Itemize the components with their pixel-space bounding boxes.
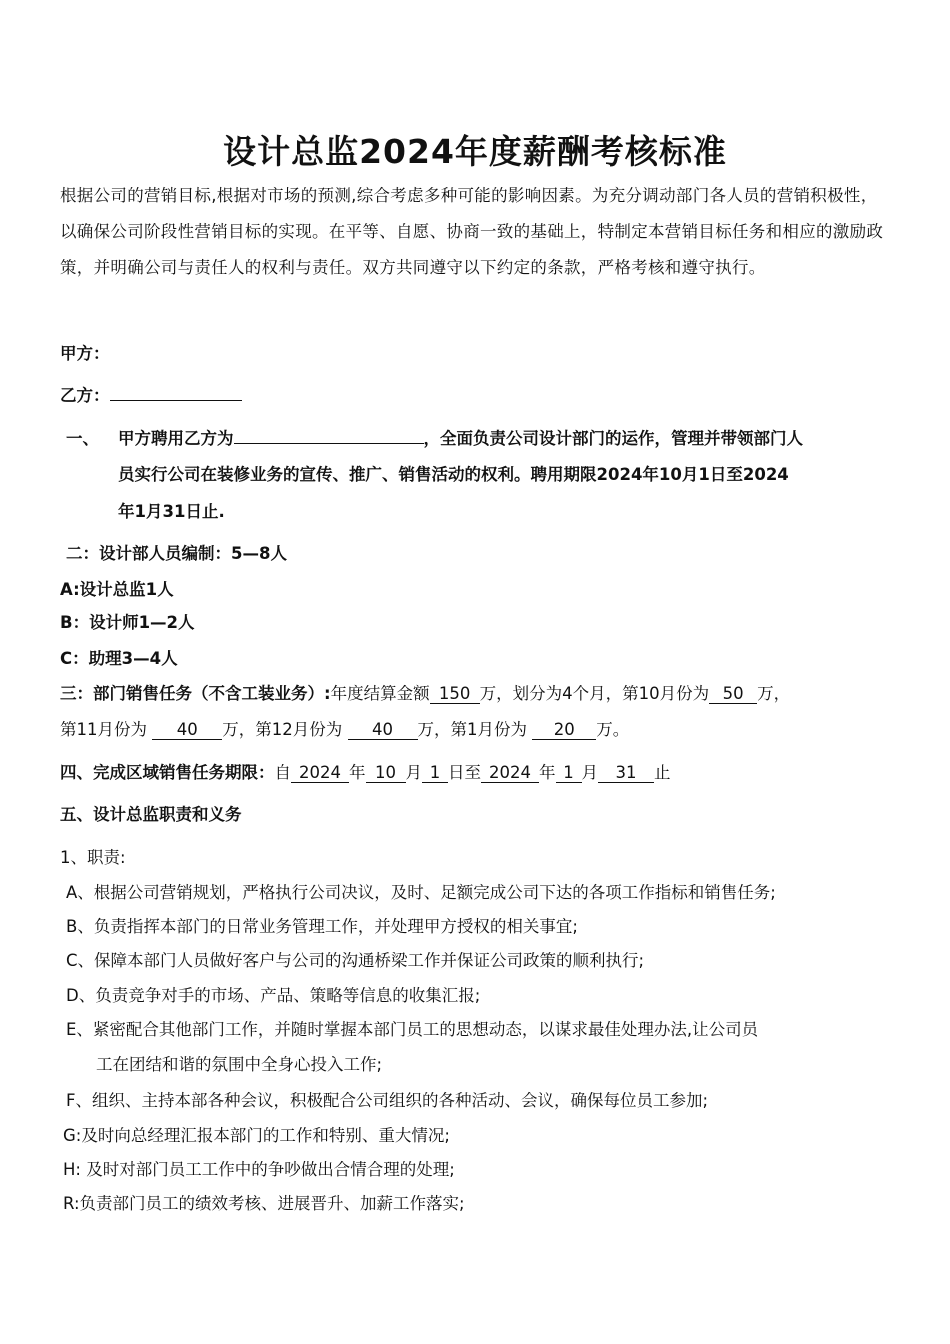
section-5-heading: 五、设计总监职责和义务 xyxy=(60,805,242,824)
duty-item: B、负责指挥本部门的日常业务管理工作，并处理甲方授权的相关事宜; xyxy=(66,917,578,936)
party-a-label: 甲方： xyxy=(60,344,110,363)
section-4-heading: 四、完成区域销售任务期限： xyxy=(60,763,275,782)
section-1-line1 xyxy=(118,425,803,449)
duty-item: F、组织、主持本部各种会议，积极配合公司组织的各种活动、会议，确保每位员工参加; xyxy=(66,1091,709,1110)
position-blank xyxy=(234,425,424,444)
section-3-text: 万，划分为4个月，第10月份为 xyxy=(479,684,710,703)
duty-item: E、紧密配合其他部门工作，并随时掌握本部门员工的思想动态，以谋求最佳处理办法,让公司员 xyxy=(66,1020,759,1039)
start-year-value: 2024 xyxy=(291,764,349,783)
section-2-heading: 二：设计部人员编制：5—8人 xyxy=(66,544,287,563)
duty-item: A、根据公司营销规划，严格执行公司决议，及时、足额完成公司下达的各项工作指标和销售任务; xyxy=(66,883,776,902)
section-1-number: 一、 xyxy=(66,429,99,448)
month-10-value: 50 xyxy=(709,685,757,704)
duty-item: R:负责部门员工的绩效考核、进展晋升、加薪工作落实; xyxy=(63,1194,465,1213)
section-3-text: 万， xyxy=(757,684,791,703)
duty-item: D、负责竞争对手的市场、产品、策略等信息的收集汇报; xyxy=(66,986,481,1005)
duty-item: H: 及时对部门员工工作中的争吵做出合情合理的处理; xyxy=(63,1160,455,1179)
section-4-text: 止 xyxy=(654,763,671,782)
section-1-text-b: ，全面负责公司设计部门的运作，管理并带领部门人 xyxy=(423,429,803,448)
section-3-text: 万。 xyxy=(596,720,630,739)
start-month-value: 10 xyxy=(366,764,406,783)
party-b-row xyxy=(60,382,242,406)
staff-assistant: C：助理3—4人 xyxy=(60,649,178,668)
duty-item: C、保障本部门人员做好客户与公司的沟通桥梁工作并保证公司政策的顺利执行; xyxy=(66,951,645,970)
start-day-value: 1 xyxy=(422,764,448,783)
section-3-text: 第11月份为 xyxy=(60,720,147,739)
section-1-line2: 员实行公司在装修业务的宣传、推广、销售活动的权利。聘用期限2024年10月1日至2024 xyxy=(118,465,789,484)
end-day-value: 31 xyxy=(598,764,654,783)
section-3-heading: 三：部门销售任务（不含工装业务）: xyxy=(60,684,331,703)
annual-total-value: 150 xyxy=(430,685,480,704)
month-12-value: 40 xyxy=(348,721,418,740)
end-year-value: 2024 xyxy=(481,764,539,783)
section-3-line2 xyxy=(60,716,629,740)
section-3-text: 年度结算金额 xyxy=(330,684,430,703)
duty-item-continuation: 工在团结和谐的氛围中全身心投入工作; xyxy=(96,1055,383,1074)
intro-paragraph: 根据公司的营销目标,根据对市场的预测,综合考虑多种可能的影响因素。为充分调动部门各人员的营销积极性，以确保公司阶段性营销目标的实现。在平等、自愿、协商一致的基础上，特制定本营销目标任务和相应的激励政策，并明确公司与责任人的权利与责任。双方共同遵守以下约定的条款，严格考核和遵守执行。 xyxy=(60,186,884,277)
section-4-text: 月 xyxy=(581,763,598,782)
section-1-line3: 年1月31日止. xyxy=(118,502,225,521)
section-3-text: 万，第1月份为 xyxy=(417,720,527,739)
section-4-text: 月 xyxy=(405,763,422,782)
section-3-line1 xyxy=(60,680,790,704)
month-11-value: 40 xyxy=(152,721,222,740)
party-b-label: 乙方： xyxy=(60,386,110,405)
end-month-value: 1 xyxy=(556,764,582,783)
section-4-line xyxy=(60,759,671,783)
month-1-value: 20 xyxy=(532,721,596,740)
party-b-blank xyxy=(110,382,242,401)
section-4-text: 自 xyxy=(274,763,291,782)
page-title: 设计总监2024年度薪酬考核标准 xyxy=(223,132,727,171)
duty-item: G:及时向总经理汇报本部门的工作和特别、重大情况; xyxy=(63,1126,450,1145)
duties-subheading: 1、职责: xyxy=(60,848,126,867)
section-4-text: 年 xyxy=(349,763,366,782)
staff-director: A:设计总监1人 xyxy=(60,580,174,599)
staff-designer: B：设计师1—2人 xyxy=(60,613,195,632)
section-4-text: 年 xyxy=(539,763,556,782)
section-3-text: 万，第12月份为 xyxy=(222,720,343,739)
section-1-text-a: 甲方聘用乙方为 xyxy=(118,429,234,448)
section-4-text: 日至 xyxy=(448,763,481,782)
